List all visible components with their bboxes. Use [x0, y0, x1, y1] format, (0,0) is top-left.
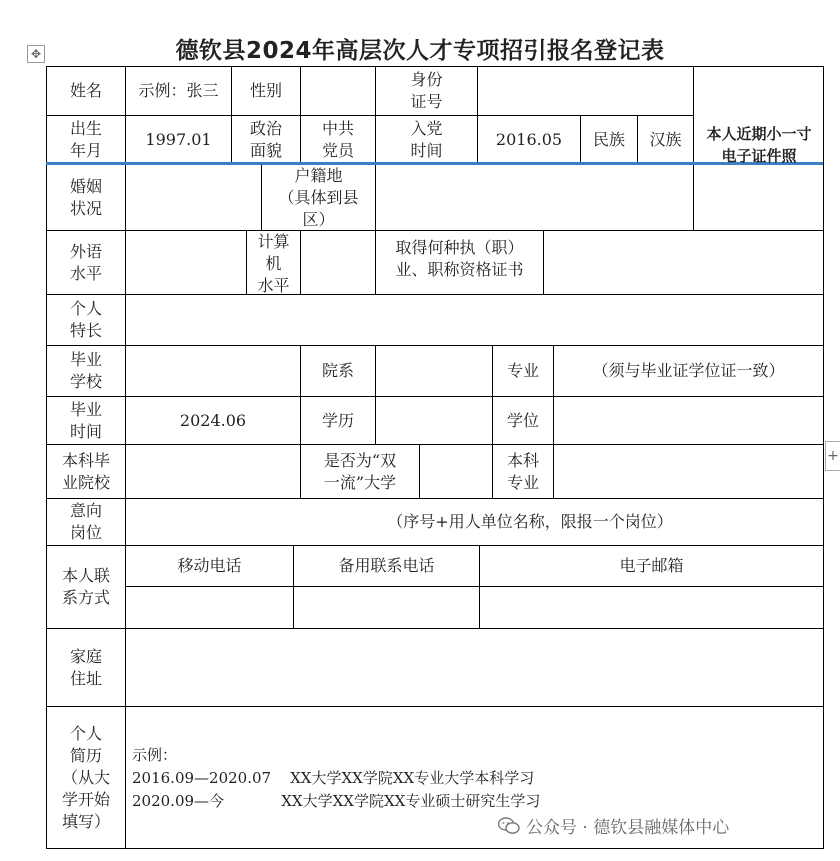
major-note[interactable]: （须与毕业证学位证一致）: [592, 361, 785, 380]
degree-value[interactable]: [554, 397, 823, 444]
household-label: 户籍地 （具体到县 区）: [278, 166, 359, 229]
education-label: 学历: [321, 410, 354, 430]
undergrad-major-label: 本科 专业: [506, 450, 539, 492]
address-value[interactable]: [126, 629, 823, 706]
double-first-label: 是否为“双 一流”大学: [323, 450, 397, 492]
undergrad-school-value[interactable]: [126, 445, 300, 498]
address-label: 家庭 住址: [69, 646, 102, 688]
table-move-handle[interactable]: ✥: [27, 45, 45, 63]
resume-example-label: 示例：: [132, 746, 178, 764]
name-value[interactable]: 示例：张三: [138, 81, 219, 100]
major-label: 专业: [506, 361, 539, 380]
ethnic-value[interactable]: 汉族: [649, 130, 682, 149]
id-number-label: 身份 证号: [410, 70, 443, 111]
gender-label: 性别: [249, 81, 282, 100]
school-label: 毕业 学校: [69, 350, 102, 391]
wechat-icon: [498, 817, 520, 835]
add-column-handle[interactable]: +: [825, 441, 840, 471]
backup-phone-label: 备用联系电话: [338, 556, 435, 575]
table-border-right: [823, 66, 824, 849]
mobile-value[interactable]: [126, 587, 293, 628]
position-label: 意向 岗位: [69, 501, 102, 542]
birth-value[interactable]: 1997.01: [145, 130, 212, 149]
table-border-bottom: [46, 848, 823, 849]
party-date-value[interactable]: 2016.05: [495, 130, 563, 149]
double-first-value[interactable]: [420, 445, 492, 498]
language-value[interactable]: [126, 231, 246, 294]
page-title: 德钦县2024年高层次人才专项招引报名登记表: [175, 38, 665, 64]
party-date-label: 入党 时间: [410, 119, 443, 160]
mobile-label: 移动电话: [177, 556, 242, 575]
email-value[interactable]: [480, 587, 823, 628]
computer-label: 计算 机 水平: [257, 232, 290, 294]
resume-line[interactable]: 2016.09—2020.07 XX大学XX学院XX专业大学本科学习: [132, 769, 535, 787]
undergrad-school-label: 本科毕 业院校: [61, 450, 110, 492]
watermark: [498, 813, 729, 838]
ethnic-label: 民族: [592, 130, 625, 149]
resume-label: 个人 简历 （从大 学开始 填写）: [61, 723, 110, 831]
gender-value[interactable]: [301, 67, 375, 115]
undergrad-major-value[interactable]: [554, 445, 823, 498]
department-label: 院系: [321, 361, 354, 380]
household-value[interactable]: [376, 165, 693, 230]
specialty-label: 个人 特长: [69, 299, 102, 340]
grad-time-label: 毕业 时间: [69, 399, 102, 441]
position-note[interactable]: （序号+用人单位名称，限报一个岗位）: [387, 512, 673, 531]
column-divider: [693, 66, 694, 230]
computer-value[interactable]: [301, 231, 375, 294]
certificate-label: 取得何种执（职） 业、职称资格证书: [395, 238, 524, 279]
resume-line[interactable]: 2020.09—今 XX大学XX学院XX专业硕士研究生学习: [132, 792, 541, 810]
degree-label: 学位: [506, 410, 539, 430]
political-label: 政治 面貌: [249, 119, 282, 160]
school-value[interactable]: [126, 346, 300, 396]
department-value[interactable]: [376, 346, 492, 396]
political-value[interactable]: 中共 党员: [321, 119, 354, 160]
education-value[interactable]: [376, 397, 492, 444]
row-divider: [46, 706, 823, 707]
language-label: 外语 水平: [69, 241, 102, 283]
grad-time-value[interactable]: 2024.06: [179, 410, 247, 430]
specialty-value[interactable]: [126, 295, 823, 345]
name-label: 姓名: [69, 81, 102, 100]
watermark-text: 公众号 · 德钦县融媒体中心: [526, 818, 730, 838]
certificate-value[interactable]: [544, 231, 823, 294]
marital-label: 婚姻 状况: [69, 176, 102, 218]
marital-value[interactable]: [126, 165, 261, 230]
id-number-value[interactable]: [478, 67, 693, 115]
photo-label: 本人近期小一寸电子证件照: [706, 125, 812, 165]
backup-phone-value[interactable]: [294, 587, 479, 628]
email-label: 电子邮箱: [619, 556, 684, 575]
birth-label: 出生 年月: [69, 119, 102, 160]
contact-label: 本人联 系方式: [61, 566, 110, 607]
